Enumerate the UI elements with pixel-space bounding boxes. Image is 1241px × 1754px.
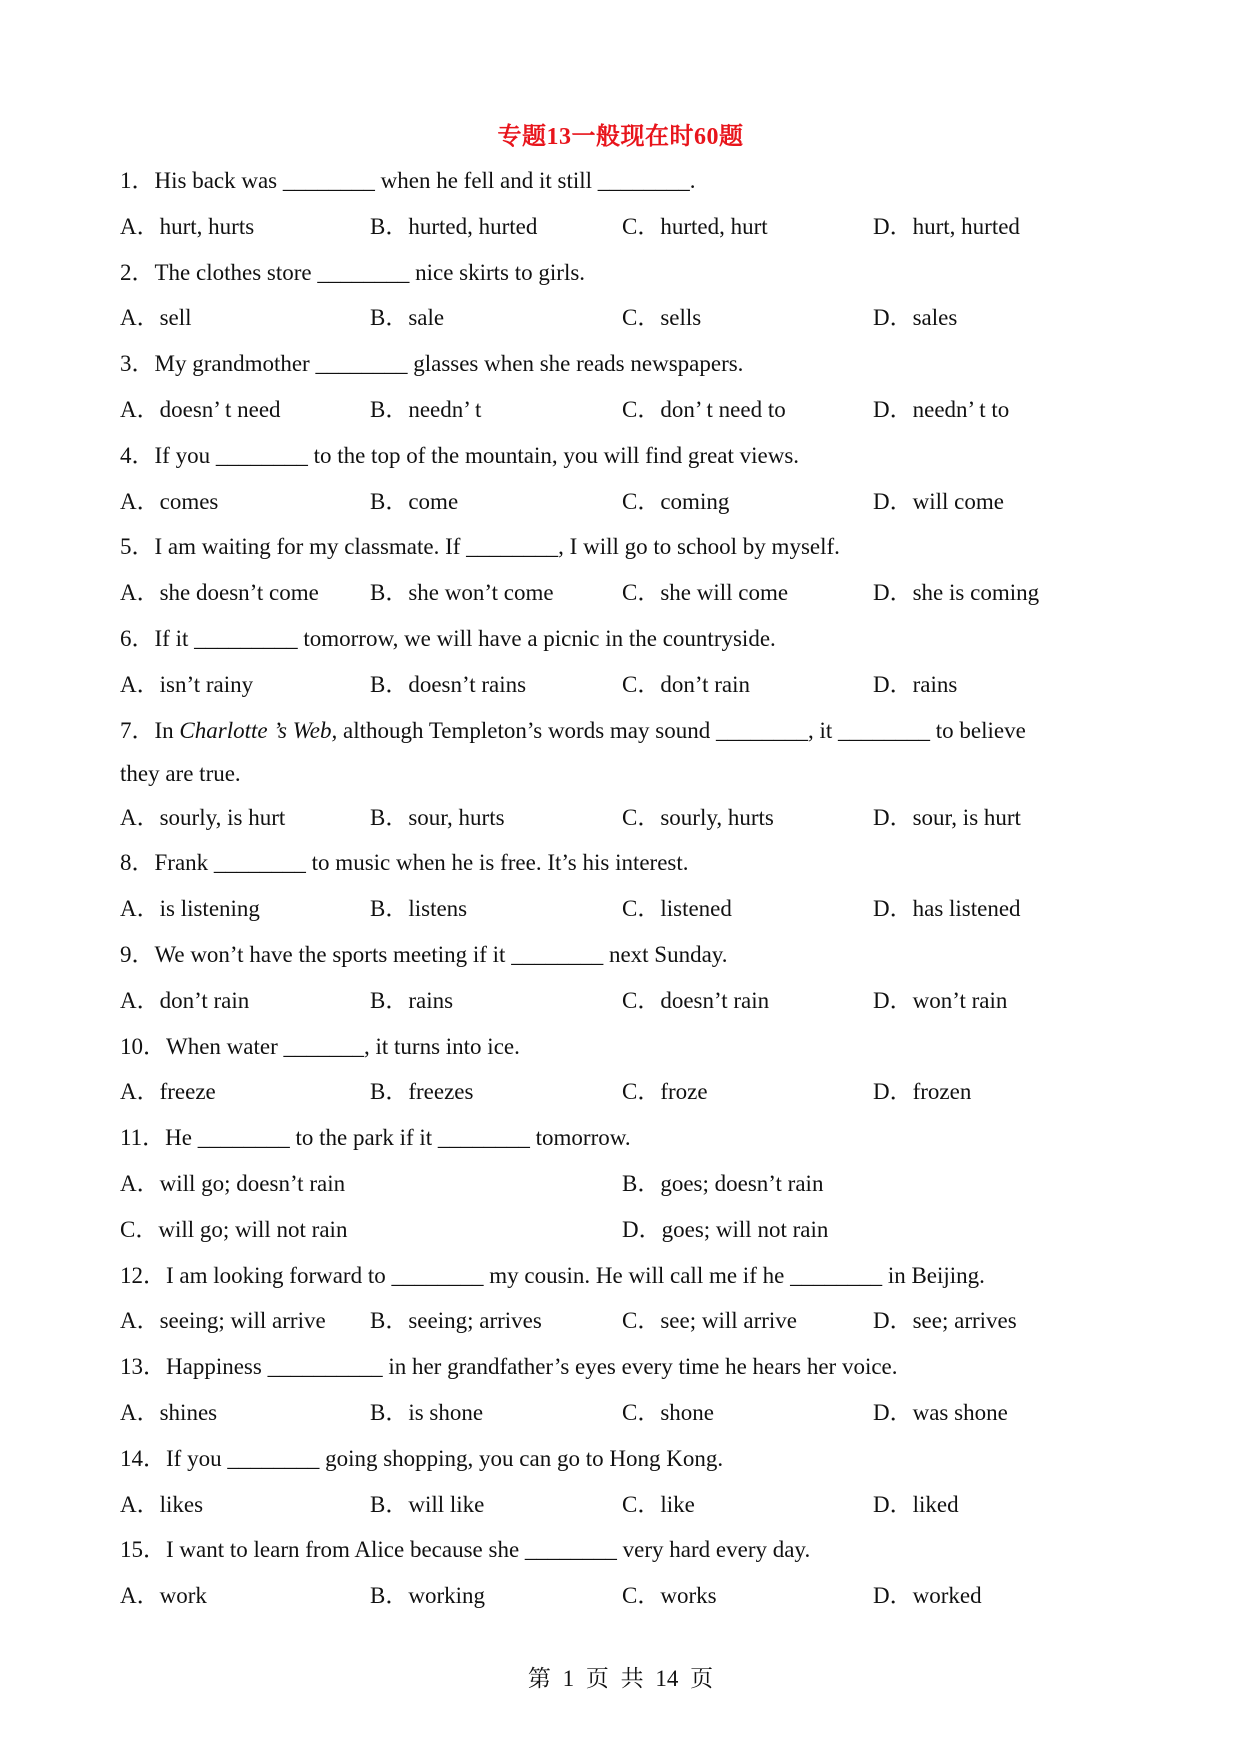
question-stem: 2．The clothes store ________ nice skirts to girls. — [120, 259, 586, 285]
option-d[interactable]: D．will come — [873, 488, 1004, 514]
answer-options — [120, 984, 1120, 1030]
option-b[interactable]: B．freezes — [370, 1079, 474, 1105]
answer-options — [120, 801, 1120, 847]
option-b[interactable]: B．listens — [370, 896, 468, 922]
option-b[interactable]: B．needn’ t — [370, 396, 482, 422]
option-a[interactable]: A．she doesn’t come — [120, 580, 319, 606]
question-list — [120, 164, 1120, 1625]
option-a[interactable]: A．sourly, is hurt — [120, 804, 286, 830]
question-stem: 14．If you ________ going shopping, you can go to Hong Kong. — [120, 1445, 724, 1471]
option-d[interactable]: D．hurt, hurted — [873, 213, 1020, 239]
option-c[interactable]: C．works — [622, 1583, 717, 1609]
option-c[interactable]: C．sells — [622, 305, 702, 331]
option-a[interactable]: A．don’t rain — [120, 987, 250, 1013]
option-c[interactable]: C．listened — [622, 896, 732, 922]
option-a[interactable]: A．comes — [120, 488, 219, 514]
stem-text: 7．In — [120, 717, 180, 743]
option-a[interactable]: A．will go; doesn’t rain — [120, 1170, 346, 1196]
question-stem: 8．Frank ________ to music when he is free. It’s his interest. — [120, 850, 689, 876]
answer-options — [120, 668, 1120, 714]
option-a[interactable]: A．likes — [120, 1491, 204, 1517]
question-stem: 6．If it _________ tomorrow, we will have a picnic in the countryside. — [120, 625, 776, 651]
answer-options — [120, 1213, 1120, 1259]
option-b[interactable]: B．she won’t come — [370, 580, 554, 606]
option-d[interactable]: D．see; arrives — [873, 1308, 1017, 1334]
answer-options — [120, 1075, 1120, 1121]
option-c[interactable]: C．doesn’t rain — [622, 987, 770, 1013]
option-c[interactable]: C．don’t rain — [622, 671, 750, 697]
option-b[interactable]: B．seeing; arrives — [370, 1308, 542, 1334]
option-a[interactable]: A．is listening — [120, 896, 260, 922]
answer-options — [120, 1579, 1120, 1625]
option-b[interactable]: B．doesn’t rains — [370, 671, 527, 697]
option-c[interactable]: C．coming — [622, 488, 730, 514]
question-stem-continued: they are true. — [120, 761, 241, 787]
option-b[interactable]: B．sale — [370, 305, 445, 331]
option-c[interactable]: C．hurted, hurt — [622, 213, 768, 239]
question-stem: 5．I am waiting for my classmate. If ________, I will go to school by myself. — [120, 534, 840, 560]
book-title: Charlotte ’s Web, — [179, 717, 338, 743]
option-c[interactable]: C．like — [622, 1491, 695, 1517]
option-b[interactable]: B．sour, hurts — [370, 804, 505, 830]
option-b[interactable]: B．is shone — [370, 1399, 484, 1425]
option-a[interactable]: A．work — [120, 1583, 207, 1609]
stem-text: although Templeton’s words may sound ________, it ________ to believe — [337, 717, 1026, 743]
option-a[interactable]: A．sell — [120, 305, 192, 331]
option-d[interactable]: D．needn’ t to — [873, 396, 1010, 422]
option-b[interactable]: B．working — [370, 1583, 485, 1609]
option-c[interactable]: C．shone — [622, 1399, 714, 1425]
question-stem: 1．His back was ________ when he fell and it still ________. — [120, 168, 696, 193]
page-footer: 第 1 页 共 14 页 — [527, 1666, 714, 1691]
option-c[interactable]: C．froze — [622, 1079, 708, 1105]
answer-options — [120, 892, 1120, 938]
option-a[interactable]: A．hurt, hurts — [120, 213, 255, 239]
question-stem: 15．I want to learn from Alice because she ________ very hard every day. — [120, 1537, 811, 1563]
option-d[interactable]: D．was shone — [873, 1399, 1008, 1425]
answer-options — [120, 210, 1120, 256]
answer-options — [120, 301, 1120, 347]
option-b[interactable]: B．rains — [370, 987, 454, 1013]
option-c[interactable]: C．will go; will not rain — [120, 1216, 348, 1242]
option-d[interactable]: D．sales — [873, 305, 958, 331]
question-stem: 11．He ________ to the park if it ________ tomorrow. — [120, 1125, 631, 1151]
option-b[interactable]: B．will like — [370, 1491, 485, 1517]
answer-options — [120, 485, 1120, 531]
option-d[interactable]: D．worked — [873, 1583, 982, 1609]
option-b[interactable]: B．hurted, hurted — [370, 213, 538, 239]
question-stem: 10．When water _______, it turns into ice. — [120, 1033, 520, 1059]
answer-options — [120, 1396, 1120, 1442]
option-c[interactable]: C．she will come — [622, 580, 789, 606]
page-title: 专题13一般现在时60题 — [497, 124, 744, 150]
option-a[interactable]: A．freeze — [120, 1079, 216, 1105]
option-a[interactable]: A．shines — [120, 1399, 218, 1425]
option-c[interactable]: C．don’ t need to — [622, 396, 786, 422]
option-a[interactable]: A．seeing; will arrive — [120, 1308, 326, 1334]
option-d[interactable]: D．sour, is hurt — [873, 804, 1021, 830]
question-stem: 3．My grandmother ________ glasses when she reads newspapers. — [120, 351, 744, 377]
option-b[interactable]: B．goes; doesn’t rain — [622, 1170, 824, 1196]
question-stem — [120, 714, 1120, 758]
option-b[interactable]: B．come — [370, 488, 459, 514]
option-c[interactable]: C．see; will arrive — [622, 1308, 798, 1334]
question-stem: 13．Happiness __________ in her grandfather’s eyes every time he hears her voice. — [120, 1354, 898, 1380]
question-stem: 4．If you ________ to the top of the mountain, you will find great views. — [120, 442, 800, 468]
option-d[interactable]: D．liked — [873, 1491, 959, 1517]
option-a[interactable]: A．isn’t rainy — [120, 671, 254, 697]
option-c[interactable]: C．sourly, hurts — [622, 804, 774, 830]
option-d[interactable]: D．goes; will not rain — [622, 1216, 829, 1242]
answer-options — [120, 1304, 1120, 1350]
question-stem: 12．I am looking forward to ________ my cousin. He will call me if he ________ in Beijing. — [120, 1262, 985, 1288]
option-d[interactable]: D．won’t rain — [873, 987, 1008, 1013]
option-d[interactable]: D．she is coming — [873, 580, 1040, 606]
option-d[interactable]: D．frozen — [873, 1079, 972, 1105]
option-a[interactable]: A．doesn’ t need — [120, 396, 281, 422]
answer-options — [120, 576, 1120, 622]
question-stem: 9．We won’t have the sports meeting if it ________ next Sunday. — [120, 941, 728, 967]
answer-options — [120, 1167, 1120, 1213]
option-d[interactable]: D．has listened — [873, 896, 1021, 922]
answer-options — [120, 1488, 1120, 1534]
option-d[interactable]: D．rains — [873, 671, 958, 697]
answer-options — [120, 393, 1120, 439]
